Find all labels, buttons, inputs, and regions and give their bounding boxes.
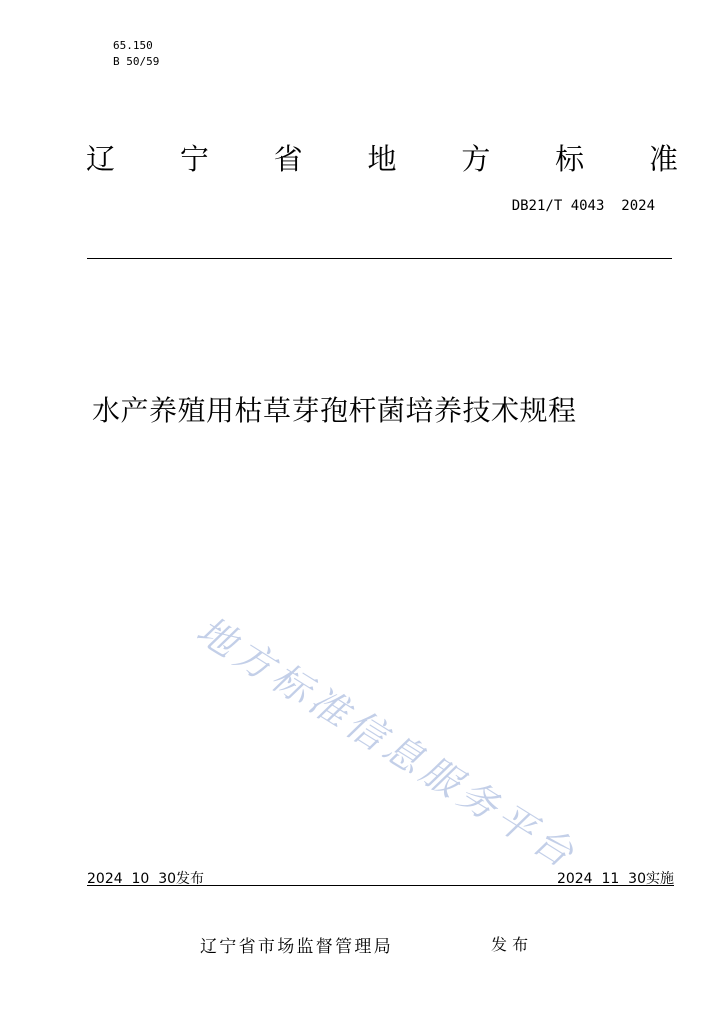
issuing-authority: 辽宁省市场监督管理局	[200, 937, 393, 957]
standard-number: DB21/T 4043 2024	[511, 198, 655, 214]
issue-action: 发 布	[491, 935, 529, 954]
bottom-divider	[87, 885, 674, 886]
implementation-date: 2024 11 30实施	[556, 871, 674, 887]
heading-char: 省	[273, 142, 303, 176]
ics-code: 65.150	[113, 39, 153, 52]
heading-char: 地	[367, 142, 397, 176]
watermark: 地方标准信息服务平台	[189, 607, 586, 879]
ccs-code: B 50/59	[113, 55, 160, 68]
heading-char: 辽	[86, 142, 116, 176]
heading-char: 标	[555, 142, 585, 176]
document-title: 水产养殖用枯草芽孢杆菌培养技术规程	[92, 394, 577, 427]
heading-char: 方	[461, 142, 491, 176]
heading-char: 准	[648, 142, 678, 176]
standard-type-heading	[86, 142, 678, 176]
issue-date: 2024 10 30发布	[87, 871, 205, 887]
classification-codes	[113, 38, 159, 70]
heading-char: 宁	[179, 142, 209, 176]
top-divider	[87, 258, 672, 259]
